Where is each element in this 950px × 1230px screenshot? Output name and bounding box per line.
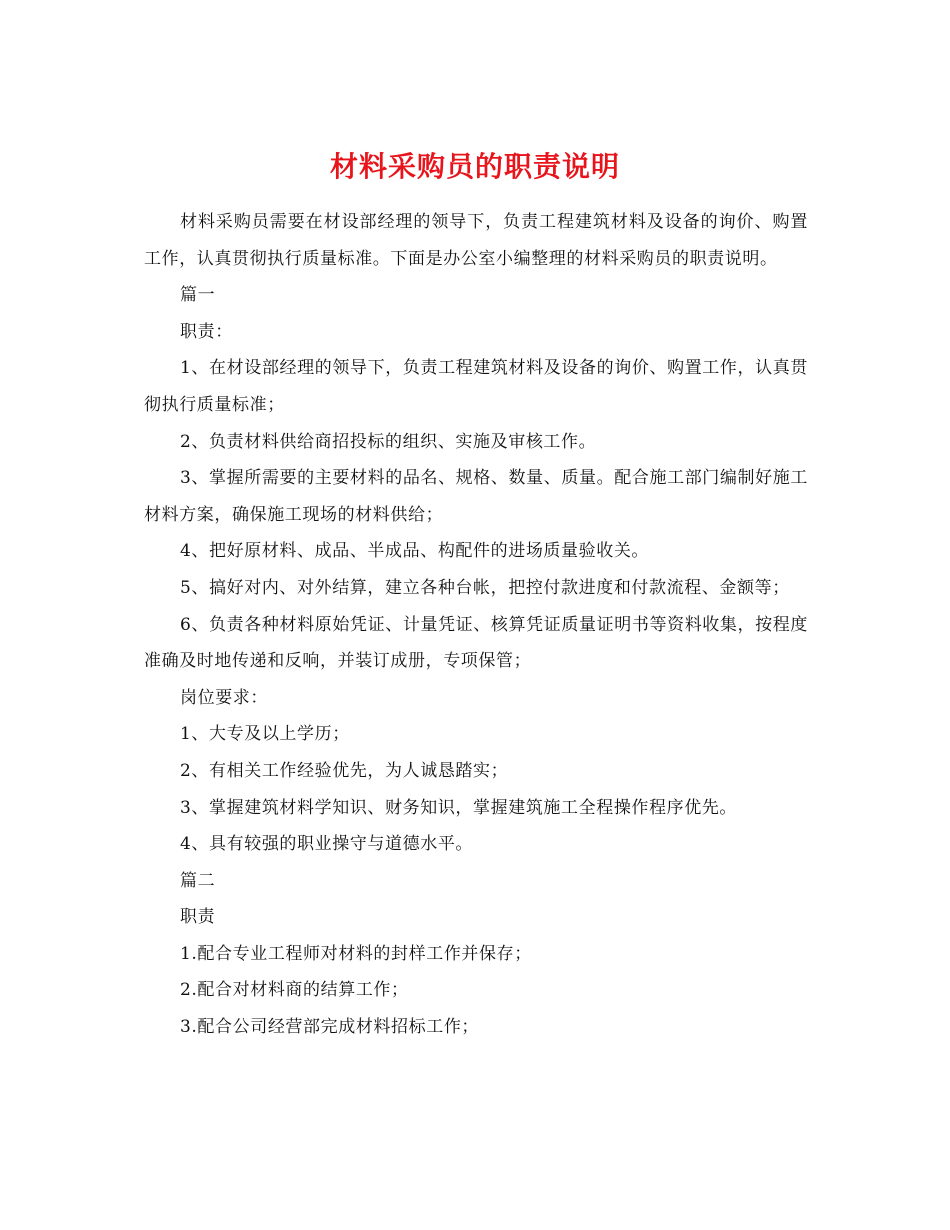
requirement-item: 3、掌握建筑材料学知识、财务知识，掌握建筑施工全程操作程序优先。 <box>180 797 738 818</box>
document-body <box>144 204 808 1046</box>
duty-item: 1、在材设部经理的领导下，负责工程建筑材料及设备的询价、购置工作，认真贯彻执行质量标准； <box>144 358 808 415</box>
requirement-item: 1、大专及以上学历； <box>180 724 350 745</box>
duty-item: 3、掌握所需要的主要材料的品名、规格、数量、质量。配合施工部门编制好施工材料方案，确保施工现场的材料供给； <box>144 468 808 525</box>
duty-item: 6、负责各种材料原始凭证、计量凭证、核算凭证质量证明书等资料收集，按程度准确及时地传递和反响，并装订成册，专项保管； <box>144 614 808 672</box>
document-title: 材料采购员的职责说明 <box>329 149 620 183</box>
section-heading-part-two: 篇二 <box>180 870 216 891</box>
duty-item: 3.配合公司经营部完成材料招标工作； <box>180 1017 480 1038</box>
requirement-item: 2、有相关工作经验优先，为人诚恳踏实； <box>180 760 509 781</box>
duties-heading: 职责： <box>180 321 233 342</box>
duty-item: 2、负责材料供给商招投标的组织、实施及审核工作。 <box>180 431 597 452</box>
requirement-item: 4、具有较强的职业操守与道德水平。 <box>180 834 474 855</box>
duty-item: 1.配合专业工程师对材料的封样工作并保存； <box>180 943 532 964</box>
section-heading-part-one: 篇一 <box>180 285 216 306</box>
duties-heading: 职责 <box>180 907 216 928</box>
duty-item: 2.配合对材料商的结算工作； <box>180 980 409 1001</box>
duty-item: 4、把好原材料、成品、半成品、构配件的进场质量验收关。 <box>180 541 650 562</box>
intro-paragraph: 材料采购员需要在材设部经理的领导下，负责工程建筑材料及设备的询价、购置工作，认真贯彻执行质量标准。下面是办公室小编整理的材料采购员的职责说明。 <box>144 212 808 269</box>
duty-item: 5、搞好对内、对外结算，建立各种台帐，把控付款进度和付款流程、金额等； <box>180 577 790 598</box>
requirements-heading: 岗位要求： <box>180 687 268 708</box>
